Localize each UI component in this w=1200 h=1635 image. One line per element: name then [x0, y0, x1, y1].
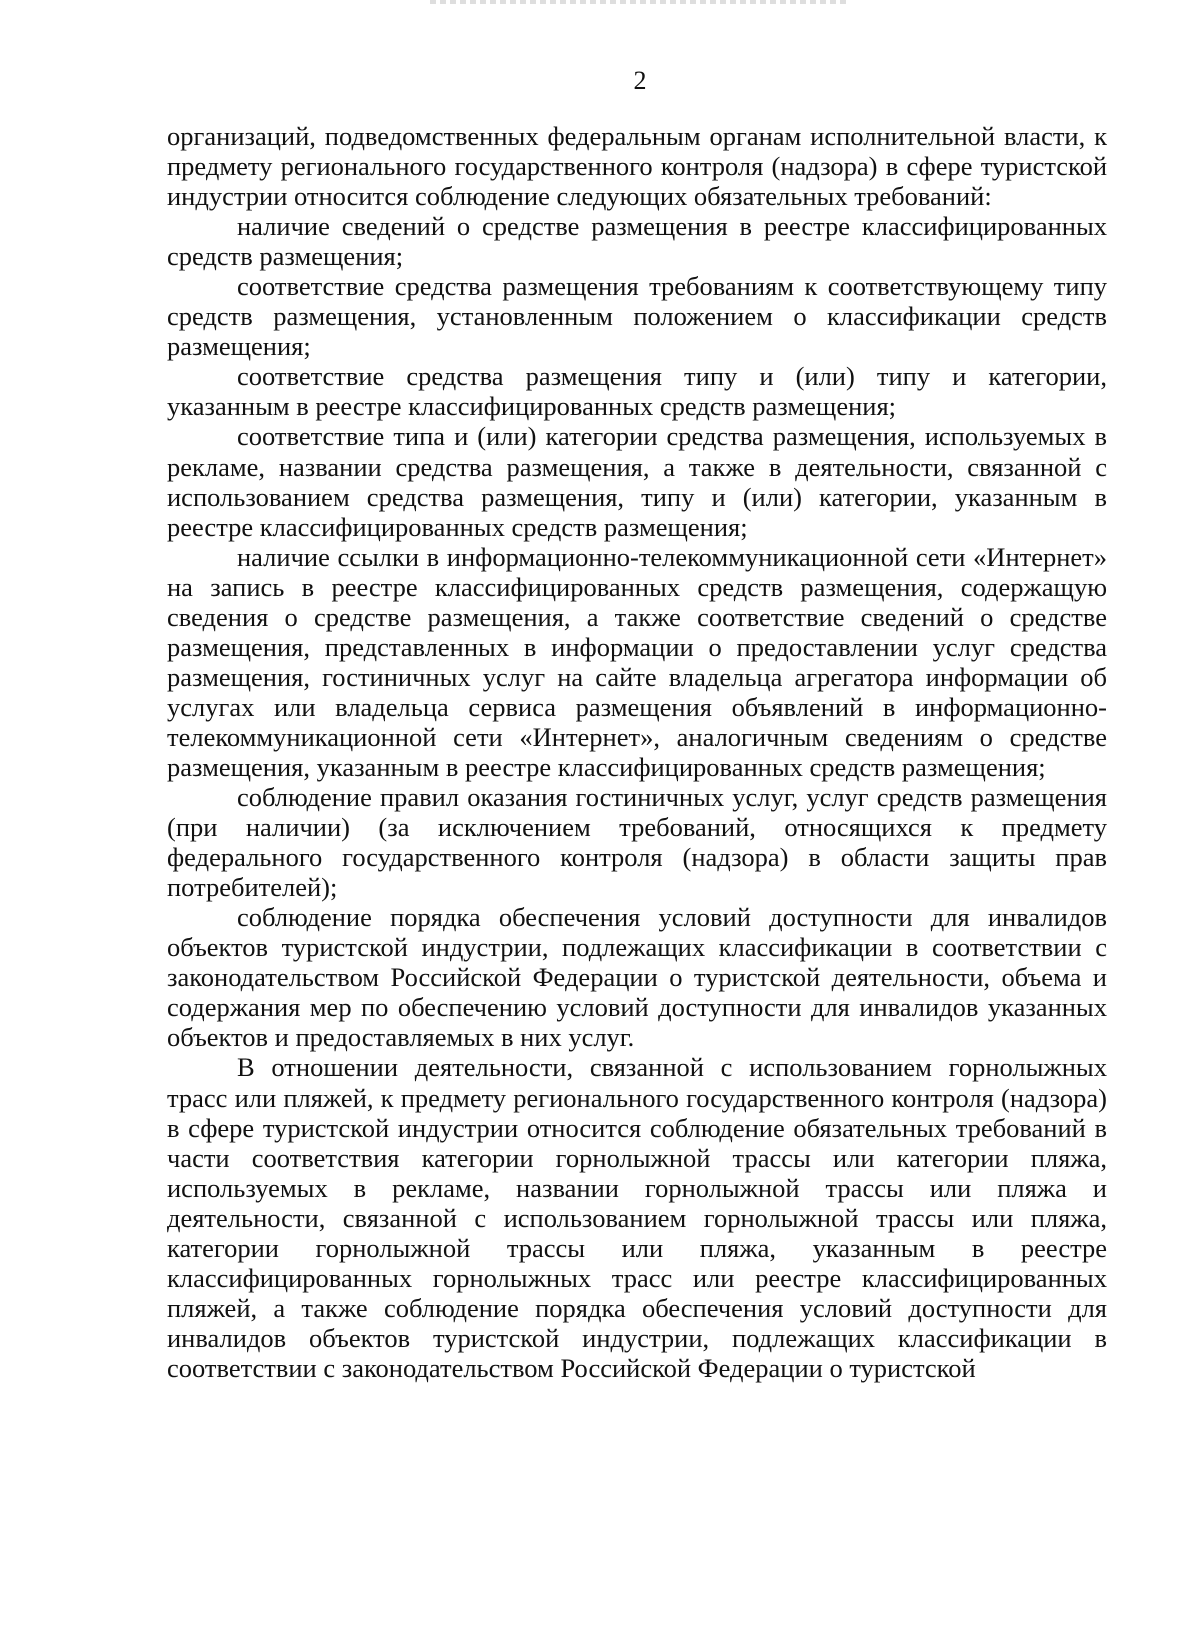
paragraph: В отношении деятельности, связанной с использованием горнолыжных трасс или пляжей, к предмету регионального государственного контроля (надзора) в сфере туристской индустрии относится соблюдение обязательных требований в части соответствия категории горнолыжной трассы или категории пляжа, используемых в рекламе, названии горнолыжной трассы или пляжа и деятельности, связанной с использованием горнолыжной трассы или пляжа, категории горнолыжной трассы или пляжа, указанным в реестре классифицированных горнолыжных трасс или реестре классифицированных пляжей, а также соблюдение порядка обеспечения условий доступности для инвалидов объектов туристской индустрии, подлежащих классификации в соответствии с законодательством Российской Федерации о туристской	[167, 1052, 1107, 1383]
paragraph: соблюдение правил оказания гостиничных услуг, услуг средств размещения (при наличии) (за исключением требований, относящихся к предмету федерального государственного контроля (надзора) в области защиты прав потребителей);	[167, 782, 1107, 903]
paragraph: соблюдение порядка обеспечения условий доступности для инвалидов объектов туристской индустрии, подлежащих классификации в соответствии с законодательством Российской Федерации о туристской деятельности, объема и содержания мер по обеспечению условий доступности для инвалидов указанных объектов и предоставляемых в них услуг.	[167, 902, 1107, 1053]
page-number: 2	[633, 66, 647, 95]
scan-artifact	[430, 0, 850, 4]
paragraph: соответствие средства размещения требованиям к соответствующему типу средств размещения, установленным положением о классификации средств размещения;	[167, 271, 1107, 362]
paragraph: соответствие средства размещения типу и (или) типу и категории, указанным в реестре классифицированных средств размещения;	[167, 361, 1107, 422]
paragraph: организаций, подведомственных федеральным органам исполнительной власти, к предмету регионального государственного контроля (надзора) в сфере туристской индустрии относится соблюдение следующих обязательных требований:	[167, 121, 1107, 212]
paragraph: наличие ссылки в информационно-телекоммуникационной сети «Интернет» на запись в реестре классифицированных средств размещения, содержащую сведения о средстве размещения, а также соответствие сведений о средстве размещения, представленных в информации о предоставлении услуг средства размещения, гостиничных услуг на сайте владельца агрегатора информации об услугах или владельца сервиса размещения объявлений в информационно-телекоммуникационной сети «Интернет», аналогичным сведениям о средстве размещения, указанным в реестре классифицированных средств размещения;	[167, 541, 1107, 782]
paragraph: наличие сведений о средстве размещения в реестре классифицированных средств размещения;	[167, 211, 1107, 272]
paragraph: соответствие типа и (или) категории средства размещения, используемых в рекламе, названии средства размещения, а также в деятельности, связанной с использованием средства размещения, типу и (или) категории, указанным в реестре классифицированных средств размещения;	[167, 421, 1107, 542]
document-body	[167, 121, 1107, 1383]
